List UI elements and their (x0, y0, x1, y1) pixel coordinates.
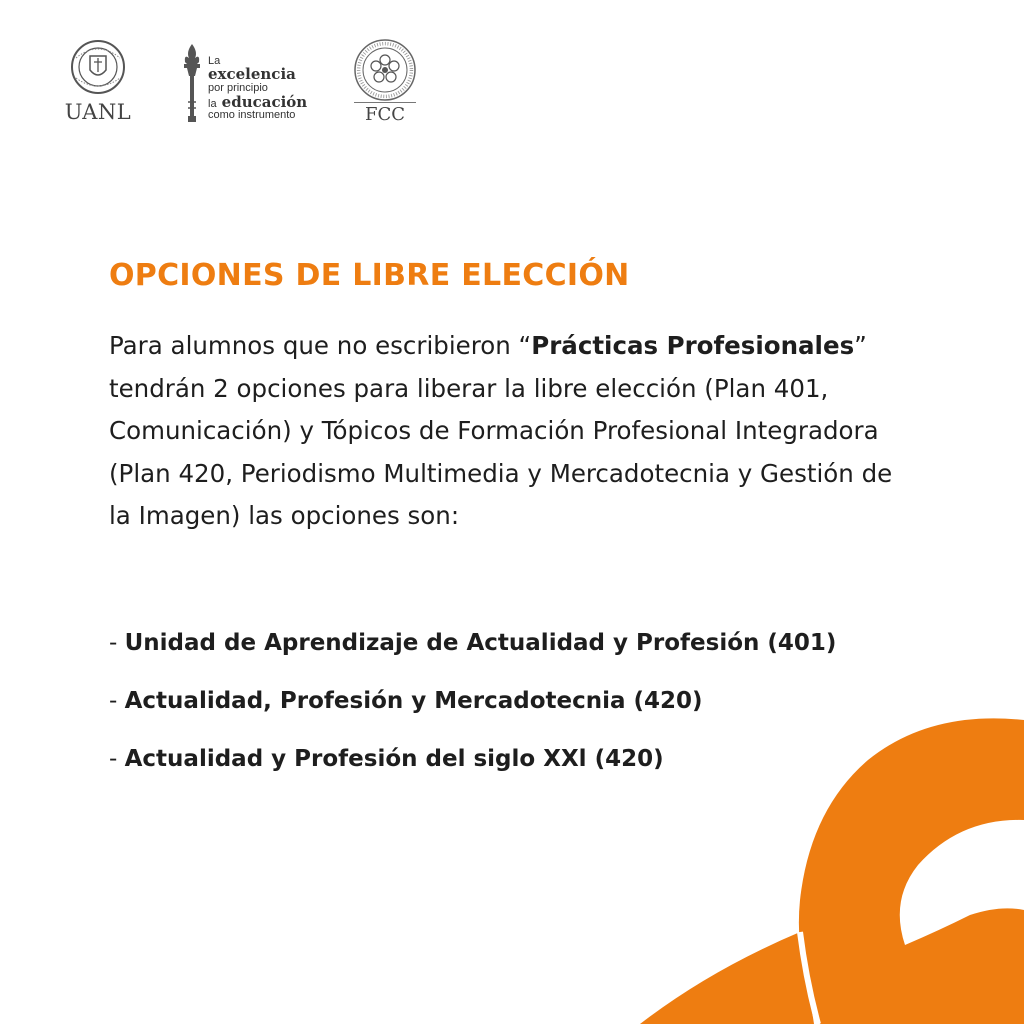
swoosh-lower-shape (640, 932, 814, 1024)
motto-text (208, 56, 307, 121)
motto-line-1: La (208, 55, 221, 67)
option-bullet: - (109, 746, 118, 772)
uanl-seal-icon (64, 38, 132, 96)
option-bullet: - (109, 630, 118, 656)
fcc-divider (354, 102, 416, 103)
motto-logo (178, 42, 318, 126)
motto-line-4-wrap (208, 94, 307, 110)
header-logos (62, 38, 422, 128)
motto-line-2: excelencia (208, 65, 296, 83)
intro-text-before: Para alumnos que no escribieron “ (109, 331, 532, 360)
fcc-label: FCC (364, 104, 406, 125)
torch-icon (178, 42, 206, 124)
option-item (109, 622, 836, 680)
fcc-seal-icon (353, 38, 417, 102)
option-bullet: - (109, 688, 118, 714)
intro-text-after: ” tendrán 2 opciones para liberar la libre elección (Plan 401, Comunicación) y Tópicos de Formación Profesional Integradora (Plan 420, Periodismo Multimedia y Mercadotecnia y Gestión de la Imagen) las opciones son: (109, 331, 893, 530)
page-title: OPCIONES DE LIBRE ELECCIÓN (109, 258, 630, 293)
motto-line-6: como instrumento (208, 109, 296, 121)
motto-line-3: por principio (208, 82, 268, 94)
uanl-logo (62, 38, 134, 124)
intro-text-bold: Prácticas Profesionales (531, 331, 855, 360)
orange-swoosh-decoration (600, 700, 1024, 1024)
option-text: Actualidad y Profesión del siglo XXl (420) (124, 746, 664, 772)
option-text: Unidad de Aprendizaje de Actualidad y Profesión (401) (124, 630, 837, 656)
fcc-logo (350, 38, 420, 124)
option-text: Actualidad, Profesión y Mercadotecnia (420) (124, 688, 703, 714)
intro-paragraph (109, 325, 909, 538)
motto-line-4: la (208, 98, 217, 110)
uanl-label: UANL (64, 100, 132, 124)
motto-line-5: educación (221, 93, 308, 111)
